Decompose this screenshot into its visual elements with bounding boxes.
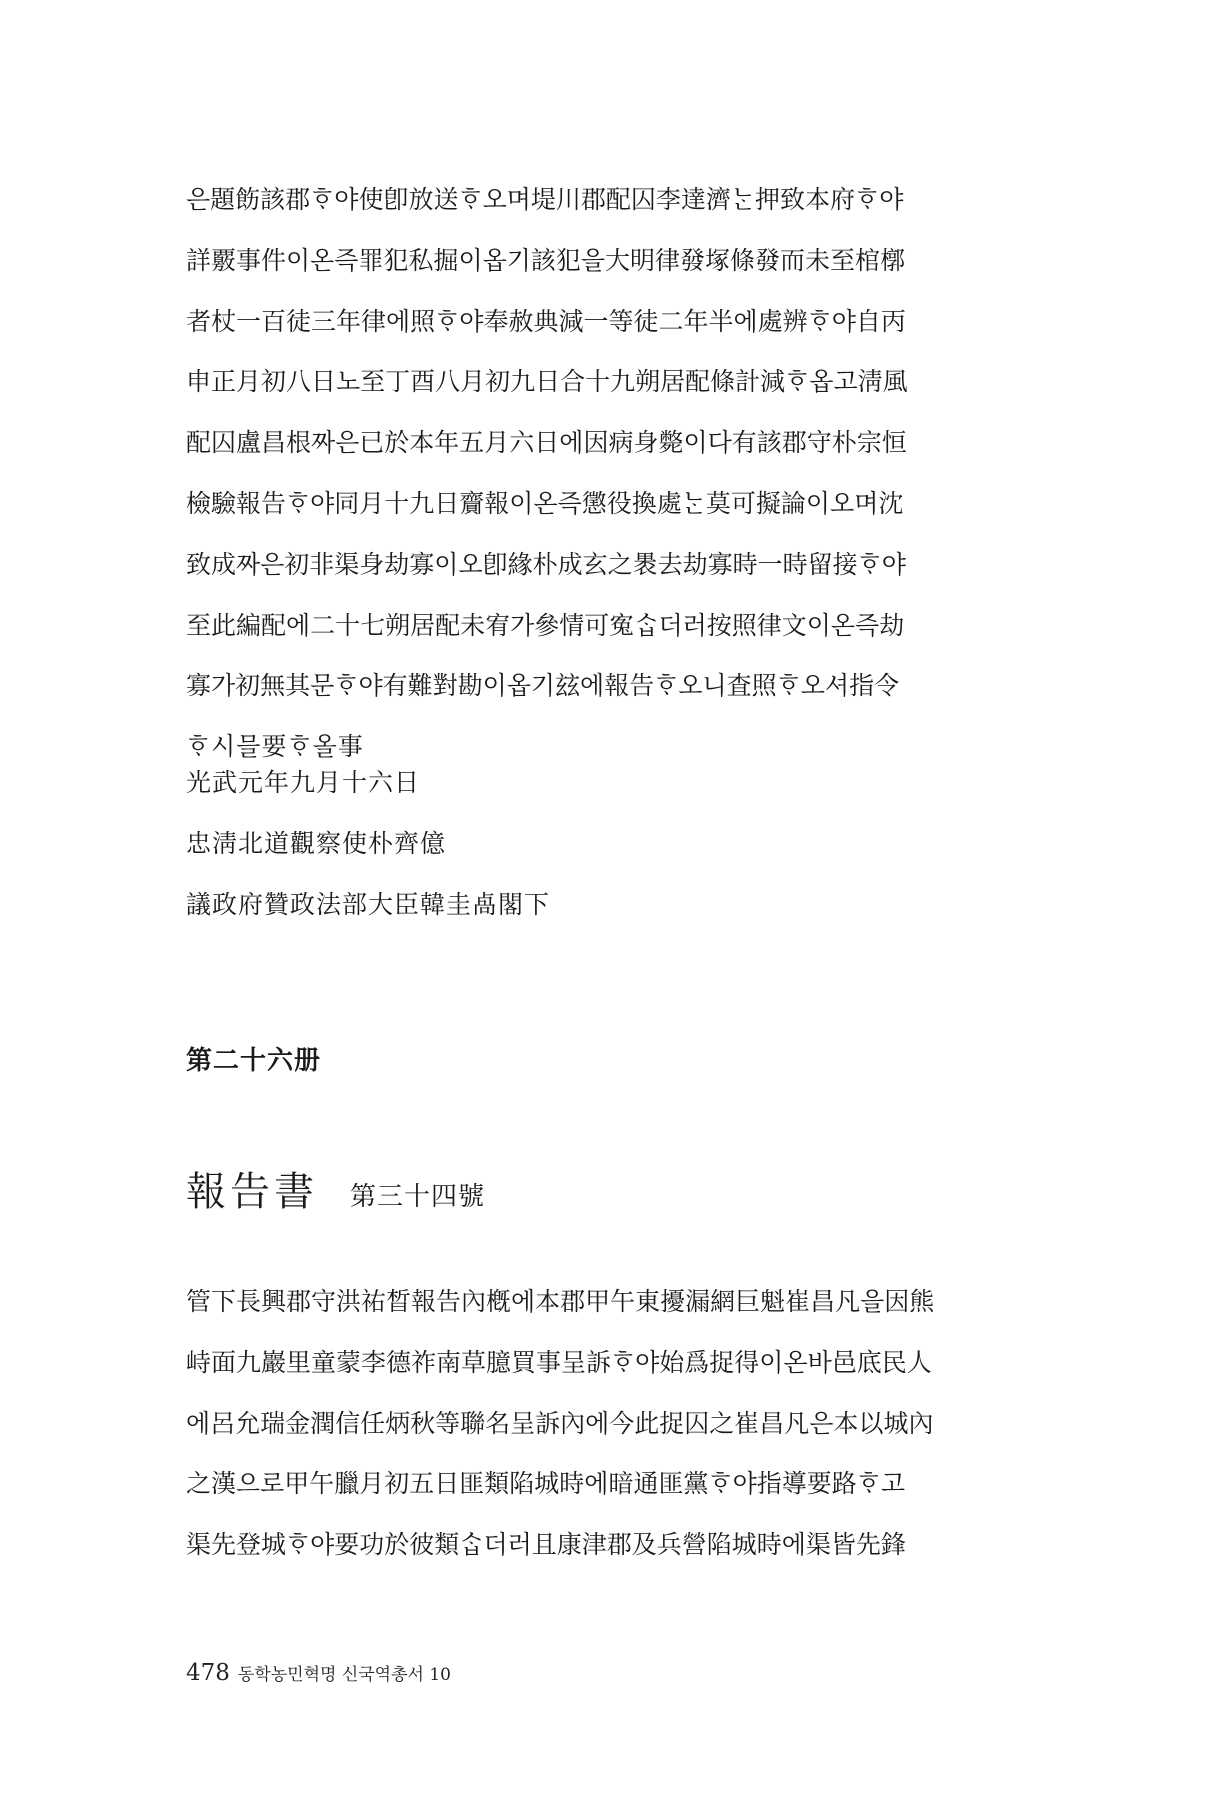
text-line: 者杖一百徒三年律에照ᄒᆞ야奉赦典減一等徒二年半에處辨ᄒᆞ야自丙 bbox=[186, 306, 906, 336]
report-sender: 忠淸北道觀察使朴齊億 bbox=[186, 829, 447, 858]
closing-block bbox=[186, 752, 1036, 935]
report-recipient: 議政府贊政法部大臣韓圭卨閣下 bbox=[186, 890, 551, 919]
text-line: ᄒᆞ시믈要ᄒᆞ올事 bbox=[186, 732, 364, 762]
text-line: 管下長興郡守洪祐晳報告內槪에本郡甲午東擾漏網巨魁崔昌凡을因熊 bbox=[186, 1287, 935, 1316]
volume-heading: 第二十六册 bbox=[186, 1046, 322, 1076]
page-footer bbox=[186, 1660, 451, 1686]
book-title: 동학농민혁명 신국역총서 10 bbox=[237, 1665, 451, 1685]
text-line: 은題飭該郡ᄒᆞ야使卽放送ᄒᆞ오며堤川郡配囚李達濟ᄂᆞᆫ押致本府ᄒᆞ야 bbox=[186, 185, 904, 214]
text-line: 峙面九巖里童蒙李德祚南草臆買事呈訴ᄒᆞ야始爲捉得이온바邑底民人 bbox=[186, 1347, 932, 1377]
report-title-main: 報告書 bbox=[186, 1169, 318, 1215]
text-line: 寡가初無其문ᄒᆞ야有難對勘이옵기玆에報告ᄒᆞ오니査照ᄒᆞ오셔指令 bbox=[186, 671, 900, 701]
page-number: 478 bbox=[186, 1660, 230, 1686]
text-line: 渠先登城ᄒᆞ야要功於彼類ᄉᆞᆸ더러且康津郡及兵營陷城時에渠皆先鋒 bbox=[186, 1530, 906, 1560]
text-line: 申正月初八日노至丁酉八月初九日合十九朔居配條計減ᄒᆞ옵고淸風 bbox=[186, 367, 908, 397]
text-line: 至此編配에二十七朔居配未宥가參情可寃ᄉᆞᆸ더러按照律文이온즉劫 bbox=[186, 610, 905, 640]
body-paragraph-1 bbox=[186, 170, 1036, 778]
text-line: 致成짜은初非渠身劫寡이오卽緣朴成玄之褁去劫寡時一時留接ᄒᆞ야 bbox=[186, 549, 906, 579]
text-line: 之漢으로甲午臘月初五日匪類陷城時에暗通匪黨ᄒᆞ야指導要路ᄒᆞ고 bbox=[186, 1469, 906, 1499]
body-paragraph-2 bbox=[186, 1272, 1036, 1576]
report-title bbox=[186, 1160, 485, 1217]
text-line: 檢驗報告ᄒᆞ야同月十九日齎報이온즉懲役換處ᄂᆞᆫ莫可擬論이오며沈 bbox=[186, 488, 904, 518]
report-number: 第三十四號 bbox=[350, 1182, 486, 1212]
text-line: 詳覈事件이온즉罪犯私掘이옵기該犯을大明律發塚條發而未至棺槨 bbox=[186, 245, 906, 275]
text-line: 에呂允瑞金潤信任炳秋等聯名呈訴內에今此捉囚之崔昌凡은本以城內 bbox=[186, 1408, 934, 1438]
report-date: 光武元年九月十六日 bbox=[186, 768, 421, 797]
text-line: 配囚盧昌根짜은已於本年五月六日에因病身斃이다有該郡守朴宗恒 bbox=[186, 428, 907, 458]
